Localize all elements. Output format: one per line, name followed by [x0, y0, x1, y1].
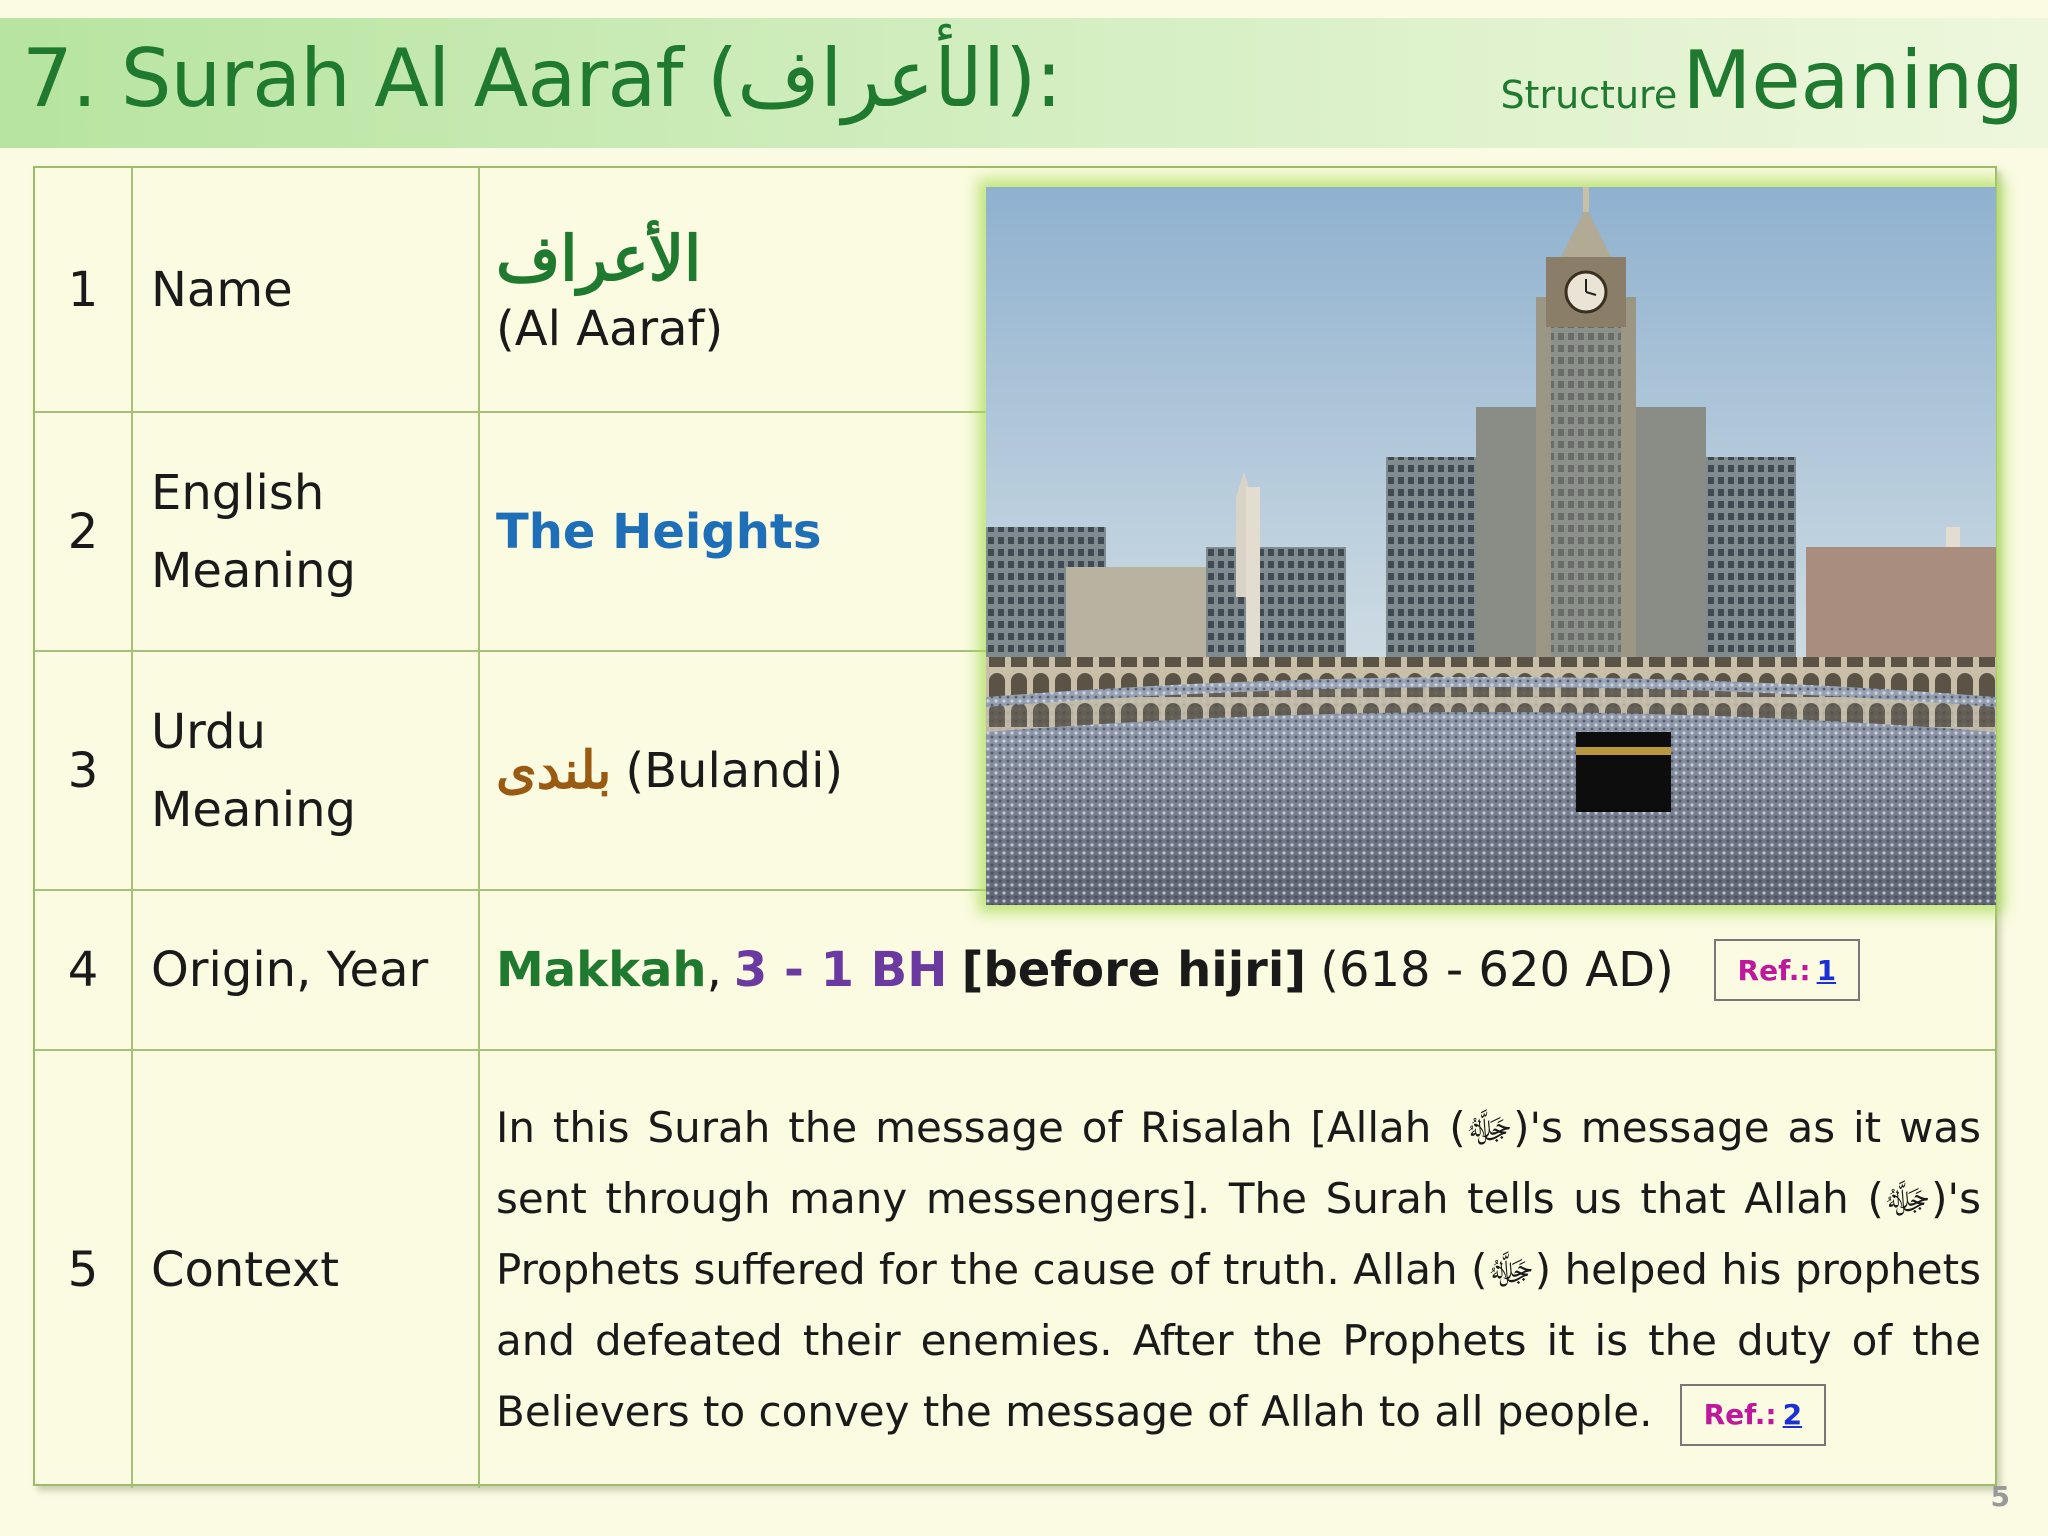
years-ad: (618 - 620 AD)	[1320, 942, 1674, 998]
header-meaning-label: Meaning	[1682, 34, 2024, 127]
masjid-al-haram-photo	[986, 187, 1996, 905]
field-label-origin-year: Origin, Year	[133, 891, 480, 1049]
field-label-context: Context	[133, 1051, 480, 1488]
origin-years-bh: 3 - 1 BH	[733, 942, 948, 998]
row-number: 2	[35, 413, 133, 650]
field-label-line2: Meaning	[151, 781, 357, 838]
table-row-origin-year	[35, 891, 1995, 1051]
field-label-english-meaning	[133, 413, 480, 650]
transliterated-name: (Al Aaraf)	[496, 301, 724, 357]
ref-box-2	[1680, 1384, 1826, 1446]
field-label-line1: English	[151, 464, 325, 521]
origin-place: Makkah	[496, 942, 707, 998]
field-label-line1: Urdu	[151, 703, 266, 760]
comma: ,	[706, 942, 722, 998]
table-row-context	[35, 1051, 1995, 1488]
before-hijri-note: [before hijri]	[961, 942, 1307, 998]
field-label-name: Name	[133, 168, 480, 411]
arabic-name: الأعراف	[496, 222, 702, 295]
kaaba-clock-tower-illustration	[986, 187, 1996, 905]
row-number: 5	[35, 1051, 133, 1488]
context-text: In this Surah the message of Risalah [Allah (ﷻ)'s message as it was sent through many messengers]. The Surah tells us that Allah (ﷻ)'s Prophets suffered for the cause of truth. Allah (ﷻ) helped his prophets and defeated their enemies. After the Prophets it is the duty of the Believers to convey the message of Allah to all people.	[496, 1103, 1981, 1436]
value-context	[480, 1051, 1995, 1488]
header-structure-label: Structure	[1500, 73, 1678, 117]
ref-label: Ref.:	[1703, 1398, 1777, 1431]
slide-title: 7. Surah Al Aaraf (الأعراف):	[22, 32, 1062, 125]
row-number: 4	[35, 891, 133, 1049]
ref-label: Ref.:	[1737, 953, 1811, 987]
page-number: 5	[1990, 1480, 2010, 1513]
ref-link-2[interactable]: 2	[1782, 1398, 1803, 1431]
ref-box-1	[1714, 939, 1860, 1001]
ref-link-1[interactable]: 1	[1816, 953, 1837, 987]
row-number: 3	[35, 652, 133, 889]
value-origin-year	[480, 891, 1995, 1049]
row-number: 1	[35, 168, 133, 411]
field-label-line2: Meaning	[151, 542, 357, 599]
field-label-urdu-meaning	[133, 652, 480, 889]
context-paragraph	[496, 1092, 1981, 1447]
english-meaning-text: The Heights	[496, 503, 822, 560]
urdu-transliteration: (Bulandi)	[625, 742, 844, 799]
header-structure-meaning	[1500, 34, 2024, 127]
urdu-word: بلندى	[496, 740, 612, 801]
